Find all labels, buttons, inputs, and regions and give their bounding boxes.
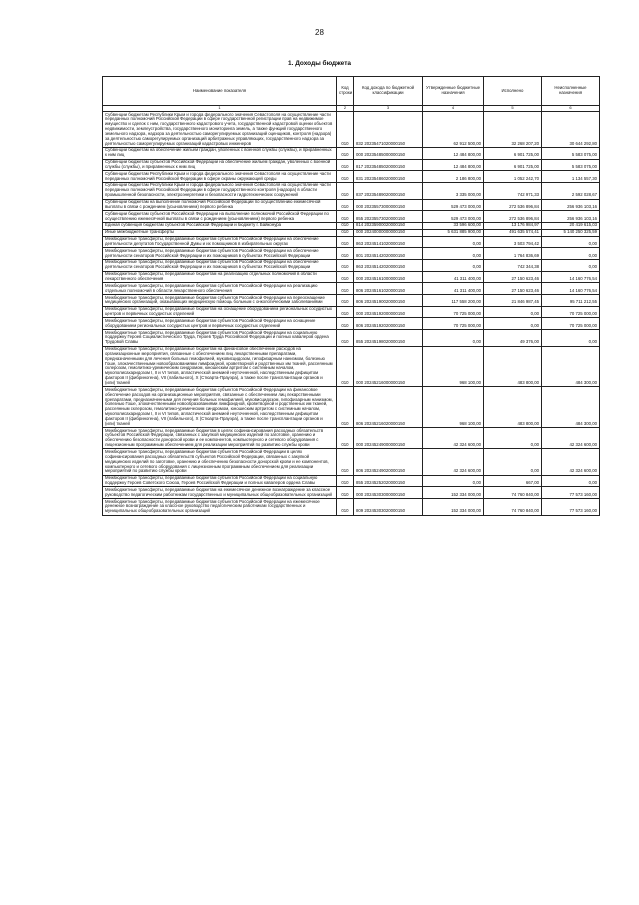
row-unexecuted-amount: 5 583 075,00 (542, 147, 600, 159)
row-name: Субвенции бюджетам на обеспечение жильем граждан, уволенных с военной службы (службы), и приравненных к ним лиц (103, 147, 337, 159)
budget-income-table (102, 76, 600, 516)
row-approved-amount: 3 335 000,00 (423, 182, 484, 199)
row-name: Межбюджетные трансферты, передаваемые бюджетам субъектов Российской Федерации на реализацию отдельных полномочий в области лекарственного обеспечения (103, 283, 337, 295)
row-classification-code: 855 20235573020000150 (354, 211, 423, 223)
row-unexecuted-amount: 484 300,00 (542, 387, 600, 428)
row-name: Иные межбюджетные трансферты (103, 229, 337, 236)
row-approved-amount: 968 100,00 (423, 346, 484, 387)
row-executed-amount: 0,00 (484, 306, 542, 318)
row-approved-amount: 5 631 885 900,00 (423, 229, 484, 236)
row-name: Межбюджетные трансферты, передаваемые бюджетам на оснащение оборудованием региональных сосудистых центров и первичных сосудистых отделений (103, 306, 337, 318)
row-executed-amount: 483 800,00 (484, 387, 542, 428)
header-name: Наименование показателя (103, 77, 337, 106)
row-unexecuted-amount: 0,00 (542, 259, 600, 271)
row-approved-amount: 529 473 000,00 (423, 211, 484, 223)
row-classification-code: 000 20245249000000150 (354, 428, 423, 449)
row-classification-code: 806 20245216020000150 (354, 387, 423, 428)
table-row (103, 387, 600, 428)
row-name: Межбюджетные трансферты, передаваемые бюджетам субъектов Российской Федерации на обеспечение деятельности депутатов Государственной Думы и их помощников в избирательных округах (103, 236, 337, 248)
row-code: 010 (337, 271, 354, 283)
table-row (103, 248, 600, 260)
table-row (103, 259, 600, 271)
row-unexecuted-amount: 0,00 (542, 475, 600, 487)
row-approved-amount: 41 311 400,00 (423, 271, 484, 283)
table-row (103, 428, 600, 449)
row-approved-amount: 152 334 000,00 (423, 487, 484, 499)
row-name: Субвенции бюджетам Республики Крым и города федерального значения Севастополя на осуществление части переданных полномочий Российской Федерации в сфере государственного контроля (надзора) в области промышленной безопасности, электроэнергетики и безопасности гидротехнических сооружений (103, 182, 337, 199)
row-classification-code: 806 20245161020000150 (354, 283, 423, 295)
row-approved-amount: 0,00 (423, 259, 484, 271)
row-unexecuted-amount: 42 324 600,00 (542, 428, 600, 449)
row-unexecuted-amount: 484 300,00 (542, 346, 600, 387)
row-executed-amount: 3 503 794,42 (484, 236, 542, 248)
row-executed-amount: 27 150 623,46 (484, 271, 542, 283)
header-executed: Исполнено (484, 77, 542, 106)
table-row (103, 330, 600, 347)
row-approved-amount: 70 725 000,00 (423, 306, 484, 318)
row-code: 010 (337, 318, 354, 330)
row-classification-code: 837 20235489020000150 (354, 182, 423, 199)
row-classification-code: 806 20245190020000150 (354, 295, 423, 307)
row-name: Межбюджетные трансферты, передаваемые бюджетам субъектов Российской Федерации в целях софинансирования расходных обязательств субъектов Российской Федерации, связанных с закупкой медицинских изделий по заготовке, хранению и обеспечению безопасности донорской крови и ее компонентов, компьютерного и сетевого оборудования с лицензионным программным обеспечением для реализации мероприятий по развитию службы крови (103, 449, 337, 475)
row-classification-code: 832 20235471020000150 (354, 112, 423, 148)
header-unexecuted: Неисполненные назначения (542, 77, 600, 106)
table-row (103, 182, 600, 199)
row-name: Межбюджетные трансферты, передаваемые бюджетам субъектов Российской Федерации на ежемесячное денежное вознаграждение за классное руководство педагогическим работникам государственных и муниципальных общеобразовательных организаций (103, 499, 337, 516)
row-code: 010 (337, 199, 354, 211)
row-classification-code: 814 20235900020000150 (354, 222, 423, 229)
row-code: 010 (337, 499, 354, 516)
row-approved-amount: 2 186 800,00 (423, 171, 484, 183)
row-name: Межбюджетные трансферты, передаваемые бюджетам на финансовое обеспечение расходов на организационные мероприятия, связанные с обеспечением лиц лекарственными препаратами, предназначенными для лечения больных гемофилией, муковисцидозом, гипофизарным нанизмом, болезнью Гоше, злокачественными новообразованиями лимфоидной, кроветворной и родственных им тканей, рассеянным склерозом, гемолитико-уремическим синдромом, юношеским артритом с системным началом, мукополисахаридозом I, II и VI типов, апластической анемией неуточненной, наследственным дефицитом факторов II (фибриногена), VII (лабильного), X (Стюарта-Прауэра), а также после трансплантации органов и (или) тканей (103, 346, 337, 387)
row-executed-amount: 1 052 242,70 (484, 171, 542, 183)
row-executed-amount: 0,00 (484, 318, 542, 330)
row-classification-code: 801 20245142020000150 (354, 248, 423, 260)
row-unexecuted-amount: 70 725 000,00 (542, 318, 600, 330)
row-classification-code: 855 20245198020000150 (354, 330, 423, 347)
row-name: Субвенции бюджетам Республики Крым и города федерального значения Севастополя на осуществление части переданных полномочий Российской Федерации в сфере охраны окружающей среды (103, 171, 337, 183)
row-unexecuted-amount: 256 936 103,16 (542, 199, 600, 211)
row-approved-amount: 529 473 000,00 (423, 199, 484, 211)
row-code: 010 (337, 475, 354, 487)
row-approved-amount: 33 596 600,00 (423, 222, 484, 229)
row-executed-amount: 32 268 207,20 (484, 112, 542, 148)
row-name: Межбюджетные трансферты, передаваемые бюджетам субъектов Российской Федерации на социальную поддержку Героев Советского Союза, Героев Российской Федерации и полных кавалеров ордена Славы (103, 475, 337, 487)
row-executed-amount: 6 901 725,00 (484, 159, 542, 171)
row-executed-amount: 742 971,33 (484, 182, 542, 199)
table-row (103, 159, 600, 171)
row-unexecuted-amount: 14 160 776,54 (542, 283, 600, 295)
column-number: 3 (354, 106, 423, 112)
row-unexecuted-amount: 20 419 615,03 (542, 222, 600, 229)
row-approved-amount: 0,00 (423, 475, 484, 487)
row-executed-amount: 742 344,38 (484, 259, 542, 271)
row-code: 010 (337, 159, 354, 171)
table-body (103, 112, 600, 516)
row-executed-amount: 483 800,00 (484, 346, 542, 387)
row-code: 010 (337, 229, 354, 236)
row-code: 010 (337, 449, 354, 475)
row-approved-amount: 41 311 400,00 (423, 283, 484, 295)
table-row (103, 222, 600, 229)
column-number: 6 (542, 106, 600, 112)
row-classification-code: 000 20245161000000150 (354, 271, 423, 283)
row-classification-code: 000 20245192000000150 (354, 306, 423, 318)
row-name: Межбюджетные трансферты, передаваемые бюджетам на ежемесячное денежное вознаграждение за классное руководство педагогическим работникам государственных и муниципальных общеобразовательных организаций (103, 487, 337, 499)
row-approved-amount: 70 725 000,00 (423, 318, 484, 330)
row-code: 010 (337, 346, 354, 387)
row-code: 010 (337, 222, 354, 229)
row-classification-code: 806 20245192020000150 (354, 318, 423, 330)
row-approved-amount: 152 334 000,00 (423, 499, 484, 516)
row-name: Единая субвенция бюджетам субъектов Российской Федерации и бюджету г. Байконура (103, 222, 337, 229)
row-code: 010 (337, 330, 354, 347)
row-code: 010 (337, 259, 354, 271)
row-name: Межбюджетные трансферты, передаваемые бюджетам субъектов Российской Федерации на финансовое обеспечение расходов на организационные мероприятия, связанные с обеспечением лиц лекарственными препаратами, предназначенными для лечения больных гемофилией, муковисцидозом, гипофизарным нанизмом, болезнью Гоше, злокачественными новообразованиями лимфоидной, кроветворной и родственных им тканей, рассеянным склерозом, гемолитико-уремическим синдромом, юношеским артритом с системным началом, мукополисахаридозом I, II и VI типов, апластической анемией неуточненной, наследственным дефицитом факторов II (фибриногена), VII (лабильного), X (Стюарта-Прауэра), а также после трансплантации органов и (или) тканей (103, 387, 337, 428)
row-name: Межбюджетные трансферты, передаваемые бюджетам субъектов Российской Федерации на оснащение оборудованием региональных сосудистых центров и первичных сосудистых отделений (103, 318, 337, 330)
row-unexecuted-amount: 0,00 (542, 236, 600, 248)
row-code: 010 (337, 283, 354, 295)
table-row (103, 171, 600, 183)
table-row (103, 229, 600, 236)
table-row (103, 271, 600, 283)
row-executed-amount: 74 760 840,00 (484, 487, 542, 499)
table-row (103, 295, 600, 307)
row-unexecuted-amount: 70 725 000,00 (542, 306, 600, 318)
row-name: Межбюджетные трансферты, передаваемые бюджетам субъектов Российской Федерации на социальную поддержку Героев Социалистического Труда, Героев Труда Российской Федерации и полных кавалеров ордена Трудовой Славы (103, 330, 337, 347)
row-executed-amount: 21 846 987,45 (484, 295, 542, 307)
row-executed-amount: 74 760 840,00 (484, 499, 542, 516)
row-code: 010 (337, 112, 354, 148)
row-unexecuted-amount: 256 936 103,16 (542, 211, 600, 223)
row-name: Субвенции бюджетам субъектов Российской Федерации на обеспечение жильем граждан, уволенных с военной службы (службы), и приравненных к ним лиц (103, 159, 337, 171)
row-unexecuted-amount: 5 583 075,00 (542, 159, 600, 171)
row-name: Межбюджетные трансферты, передаваемые бюджетам субъектов Российской Федерации на обеспечение деятельности сенаторов Российской Федерации и их помощников в субъектах Российской Федерации (103, 248, 337, 260)
table-row (103, 346, 600, 387)
row-executed-amount: 667,00 (484, 475, 542, 487)
row-code: 010 (337, 387, 354, 428)
row-code: 010 (337, 428, 354, 449)
row-code: 010 (337, 182, 354, 199)
row-unexecuted-amount: 42 324 600,00 (542, 449, 600, 475)
row-classification-code: 000 20245216000000150 (354, 346, 423, 387)
row-name: Субвенции бюджетам на выполнение полномочий Российской Федерации по осуществлению ежемесячной выплаты в связи с рождением (усыновлением) первого ребенка (103, 199, 337, 211)
row-classification-code: 000 20240000000000150 (354, 229, 423, 236)
row-classification-code: 000 20235573000000150 (354, 199, 423, 211)
column-number: 1 (103, 106, 337, 112)
table-row (103, 199, 600, 211)
row-executed-amount: 49 376,00 (484, 330, 542, 347)
row-approved-amount: 42 324 600,00 (423, 449, 484, 475)
row-name: Субвенции бюджетам субъектов Российской Федерации на выполнение полномочий Российской Федерации по осуществлению ежемесячной выплаты в связи с рождением (усыновлением) первого ребенка (103, 211, 337, 223)
row-classification-code: 809 20245303020000150 (354, 499, 423, 516)
row-name: Субвенции бюджетам Республики Крым и города федерального значения Севастополя на осуществление части переданных полномочий Российской Федерации в сфере государственной регистрации прав на недвижимое имущество и сделок с ним, государственного кадастрового учета, государственной кадастровой оценки объектов недвижимости, землеустройства, государственного мониторинга земель, а также функций государственного земельного надзора, надзора за деятельностью саморегулируемых организаций оценщиков, контроля (надзора) за деятельностью саморегулируемых организаций арбитражных управляющих, государственного надзора за деятельностью саморегулируемых организаций кадастровых инженеров (103, 112, 337, 148)
row-code: 010 (337, 147, 354, 159)
row-classification-code: 831 20235486020000150 (354, 171, 423, 183)
section-title: 1. Доходы бюджета (287, 60, 352, 67)
table-row (103, 318, 600, 330)
row-approved-amount: 42 324 600,00 (423, 428, 484, 449)
table-row (103, 499, 600, 516)
row-unexecuted-amount: 0,00 (542, 248, 600, 260)
row-name: Межбюджетные трансферты, передаваемые бюджетам субъектов Российской Федерации на обеспечение деятельности сенаторов Российской Федерации и их помощников в субъектах Российской Федерации (103, 259, 337, 271)
row-approved-amount: 0,00 (423, 236, 484, 248)
table-row (103, 306, 600, 318)
row-unexecuted-amount: 0,00 (542, 330, 600, 347)
row-classification-code: 806 20245249020000150 (354, 449, 423, 475)
table-row (103, 449, 600, 475)
row-name: Межбюджетные трансферты, передаваемые бюджетам на реализацию отдельных полномочий в области лекарственного обеспечения (103, 271, 337, 283)
row-approved-amount: 117 558 200,00 (423, 295, 484, 307)
row-approved-amount: 62 912 500,00 (423, 112, 484, 148)
row-executed-amount: 272 536 896,84 (484, 211, 542, 223)
table-row (103, 211, 600, 223)
row-approved-amount: 968 100,00 (423, 387, 484, 428)
table-row (103, 487, 600, 499)
row-classification-code: 817 20235485020000150 (354, 159, 423, 171)
row-name: Межбюджетные трансферты, передаваемые бюджетам в целях софинансирования расходных обязательств субъектов Российской Федерации, связанных с закупкой медицинских изделий по заготовке, хранению и обеспечению безопасности донорской крови и ее компонентов, компьютерного и сетевого оборудования с лицензионным программным обеспечением для реализации мероприятий по развитию службы крови (103, 428, 337, 449)
row-unexecuted-amount: 77 573 160,00 (542, 499, 600, 516)
row-unexecuted-amount: 30 644 292,80 (542, 112, 600, 148)
row-code: 010 (337, 171, 354, 183)
row-executed-amount: 0,00 (484, 428, 542, 449)
page-number: 28 (315, 28, 324, 37)
table-row (103, 475, 600, 487)
row-code: 010 (337, 211, 354, 223)
row-executed-amount: 27 150 623,46 (484, 283, 542, 295)
row-executed-amount: 6 901 725,00 (484, 147, 542, 159)
row-executed-amount: 272 536 896,84 (484, 199, 542, 211)
table-header-row (103, 77, 600, 106)
row-executed-amount: 491 635 574,41 (484, 229, 542, 236)
table-row (103, 147, 600, 159)
row-unexecuted-amount: 77 573 160,00 (542, 487, 600, 499)
column-number: 4 (423, 106, 484, 112)
row-code: 010 (337, 306, 354, 318)
row-code: 010 (337, 487, 354, 499)
header-row-code: Код строки (337, 77, 354, 106)
row-classification-code: 863 20245141020000150 (354, 236, 423, 248)
row-executed-amount: 0,00 (484, 449, 542, 475)
table-row (103, 236, 600, 248)
row-executed-amount: 1 764 836,69 (484, 248, 542, 260)
row-approved-amount: 0,00 (423, 330, 484, 347)
row-approved-amount: 12 484 800,00 (423, 159, 484, 171)
row-executed-amount: 13 176 984,97 (484, 222, 542, 229)
row-classification-code: 863 20245142020000150 (354, 259, 423, 271)
row-unexecuted-amount: 14 160 776,54 (542, 271, 600, 283)
row-classification-code: 000 20245303000000150 (354, 487, 423, 499)
row-unexecuted-amount: 5 140 250 325,59 (542, 229, 600, 236)
table-row (103, 283, 600, 295)
row-unexecuted-amount: 1 134 557,30 (542, 171, 600, 183)
column-number: 2 (337, 106, 354, 112)
row-approved-amount: 12 484 800,00 (423, 147, 484, 159)
column-number: 5 (484, 106, 542, 112)
header-approved: Утвержденные бюджетные назначения (423, 77, 484, 106)
row-unexecuted-amount: 2 592 028,67 (542, 182, 600, 199)
row-code: 010 (337, 236, 354, 248)
row-name: Межбюджетные трансферты, передаваемые бюджетам субъектов Российской Федерации на переоснащение медицинских организаций, оказывающих медицинскую помощь больным с онкологическими заболеваниями (103, 295, 337, 307)
row-code: 010 (337, 248, 354, 260)
header-classification: Код дохода по бюджетной классификации (354, 77, 423, 106)
row-approved-amount: 0,00 (423, 248, 484, 260)
row-code: 010 (337, 295, 354, 307)
row-classification-code: 855 20245252020000150 (354, 475, 423, 487)
table-row (103, 112, 600, 148)
row-classification-code: 000 20235485000000150 (354, 147, 423, 159)
row-unexecuted-amount: 95 711 212,55 (542, 295, 600, 307)
